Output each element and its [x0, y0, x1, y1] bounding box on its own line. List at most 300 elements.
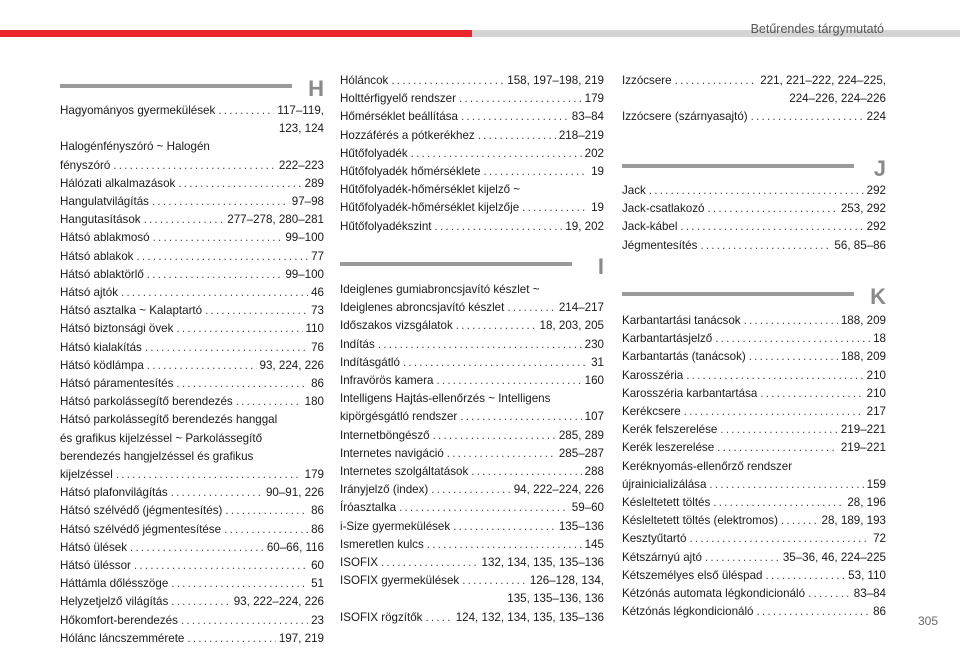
page-reference: 86 — [311, 504, 324, 518]
page-reference: 53, 110 — [848, 568, 886, 582]
index-entry-list — [622, 312, 886, 621]
index-entry[interactable] — [60, 411, 324, 484]
section-letter: I — [597, 254, 604, 279]
index-term: Karbantartásjelző — [622, 332, 713, 346]
dot-leader — [713, 494, 844, 512]
page-reference: 135–136 — [558, 519, 604, 533]
index-term: Indítás — [340, 337, 375, 351]
index-entry[interactable] — [340, 72, 604, 90]
dot-leader — [436, 372, 581, 390]
index-entry[interactable] — [622, 72, 886, 108]
index-entry[interactable] — [60, 193, 324, 211]
page-reference: 285–287 — [558, 446, 604, 460]
index-entry[interactable] — [622, 182, 886, 200]
index-entry[interactable] — [622, 458, 886, 494]
index-entry[interactable] — [340, 445, 604, 463]
page-reference: 107 — [584, 410, 604, 424]
index-entry[interactable] — [60, 521, 324, 539]
index-entry[interactable] — [340, 499, 604, 517]
page-reference: 217 — [866, 405, 886, 419]
page-reference: 93, 222–224, 226 — [233, 595, 324, 609]
index-entry[interactable] — [340, 354, 604, 372]
index-term: Időszakos vizsgálatok — [340, 319, 453, 333]
index-entry[interactable] — [622, 439, 886, 457]
index-term: Karosszéria karbantartása — [622, 386, 758, 400]
page-reference: 60–66, 116 — [266, 540, 324, 554]
dot-leader — [147, 357, 257, 375]
section-rule — [622, 164, 854, 168]
page-reference: 218–219 — [558, 128, 604, 142]
index-entry[interactable] — [622, 530, 886, 548]
dot-leader — [147, 266, 283, 284]
index-term: Hátsó ajtók — [60, 286, 118, 300]
index-term: Karosszéria — [622, 368, 684, 382]
index-entry[interactable] — [340, 127, 604, 145]
index-term: Jack-csatlakozó — [622, 202, 705, 216]
page-reference: 97–98 — [291, 195, 324, 209]
page-reference: 35–36, 46, 224–225 — [782, 550, 886, 564]
page-reference: 72 — [873, 532, 886, 546]
dot-leader — [705, 549, 780, 567]
page-reference: 289 — [304, 176, 324, 190]
index-entry[interactable] — [60, 175, 324, 193]
dot-leader — [433, 427, 556, 445]
page-reference: 221, 221–222, 224–225, — [760, 74, 886, 87]
index-entry[interactable] — [60, 284, 324, 302]
page-reference: 188, 209 — [840, 350, 886, 364]
index-entry[interactable] — [60, 248, 324, 266]
index-entry[interactable] — [60, 539, 324, 557]
index-entry[interactable] — [622, 330, 886, 348]
index-entry[interactable] — [340, 572, 604, 608]
page-reference: 60 — [311, 559, 324, 573]
dot-leader — [144, 211, 225, 229]
section-rule — [622, 292, 854, 296]
dot-leader — [176, 320, 302, 338]
index-term: Hátsó plafonvilágítás — [60, 486, 168, 500]
index-term: Kétszemélyes első üléspad — [622, 568, 763, 582]
page-reference: 179 — [584, 92, 604, 106]
index-entry-prefix: Ideiglenes gumiabroncsjavító készlet ~ — [340, 283, 540, 296]
page-reference: 159 — [866, 477, 886, 491]
page-reference: 77 — [311, 249, 324, 263]
dot-leader — [453, 518, 556, 536]
index-term: ISOFIX — [340, 556, 379, 570]
section-letter: K — [870, 284, 886, 309]
dot-leader — [113, 157, 276, 175]
index-term: Hátsó ülések — [60, 540, 128, 554]
index-term: Irányjelző (index) — [340, 483, 429, 497]
index-term: Izzócsere — [622, 74, 672, 87]
index-entry[interactable] — [340, 536, 604, 554]
index-term: Holttérfigyelő rendszer — [340, 92, 456, 106]
index-term: Hátsó ablakmosó — [60, 231, 150, 245]
index-term: Indításgátló — [340, 355, 400, 369]
index-entry[interactable] — [622, 421, 886, 439]
page-reference: 230 — [584, 337, 604, 351]
dot-leader — [707, 200, 837, 218]
page-reference: 197, 219 — [278, 631, 324, 645]
dot-leader — [403, 354, 588, 372]
index-term: Hátsó biztonsági övek — [60, 322, 174, 336]
dot-leader — [478, 127, 556, 145]
page-reference: 46 — [311, 286, 324, 300]
index-entry[interactable] — [60, 102, 324, 138]
dot-leader — [431, 481, 510, 499]
dot-leader — [781, 512, 819, 530]
dot-leader — [484, 163, 589, 181]
index-term: Kerékcsere — [622, 405, 681, 419]
page-reference: 59–60 — [571, 501, 604, 515]
index-entry[interactable] — [60, 302, 324, 320]
index-entry[interactable] — [60, 484, 324, 502]
dot-leader — [717, 439, 838, 457]
index-entry-list — [340, 281, 604, 627]
dot-leader — [171, 575, 308, 593]
index-entry-list — [340, 72, 604, 236]
page-reference: 86 — [311, 377, 324, 391]
index-term: Kétzónás automata légkondicionáló — [622, 587, 806, 601]
index-entry[interactable] — [622, 108, 886, 126]
index-term: Hűtőfolyadék-hőmérséklet kijelzője — [340, 201, 520, 215]
page-reference: 210 — [866, 386, 886, 400]
dot-leader — [522, 199, 588, 217]
page-reference: 158, 197–198, 219 — [507, 74, 604, 87]
index-term: Jégmentesítés — [622, 238, 698, 252]
page-reference: 19 — [591, 201, 604, 215]
dot-leader — [766, 567, 846, 585]
index-entry[interactable] — [340, 518, 604, 536]
index-entry[interactable] — [340, 463, 604, 481]
index-term: Háttámla dőlésszöge — [60, 577, 169, 591]
index-entry[interactable] — [622, 603, 886, 621]
index-term: Hólánc láncszemmérete — [60, 631, 185, 645]
index-entry[interactable] — [60, 502, 324, 520]
dot-leader — [461, 108, 569, 126]
dot-leader — [460, 408, 581, 426]
dot-leader — [116, 466, 302, 484]
index-entry[interactable] — [622, 312, 886, 330]
page-reference: 86 — [311, 522, 324, 536]
index-term: Hátsó ködlámpa — [60, 358, 144, 372]
page-reference: 93, 224, 226 — [259, 358, 324, 372]
dot-leader — [224, 521, 308, 539]
dot-leader — [399, 499, 569, 517]
index-term: ISOFIX gyermekülések — [340, 574, 460, 588]
index-entry[interactable] — [60, 612, 324, 630]
index-entry-list — [622, 72, 886, 127]
index-term: Kerék felszerelése — [622, 423, 718, 437]
index-term: Hűtőfolyadék — [340, 146, 408, 160]
page-reference: 117–119, — [277, 104, 324, 117]
section-rule — [60, 84, 292, 88]
page-reference: 253, 292 — [840, 202, 886, 216]
page-reference-continued: 123, 124 — [278, 122, 324, 136]
index-entry-prefix: Intelligens Hajtás-ellenőrzés ~ Intelligens — [340, 392, 551, 406]
dot-leader — [757, 603, 871, 621]
index-term: újrainicializálása — [622, 477, 707, 491]
page-reference: 124, 132, 134, 135, 135–136 — [455, 610, 604, 624]
index-entry-prefix: Keréknyomás-ellenőrző rendszer — [622, 459, 793, 473]
page-reference: 145 — [584, 537, 604, 551]
dot-leader — [171, 484, 263, 502]
page-reference: 83–84 — [853, 587, 886, 601]
page-reference: 94, 222–224, 226 — [513, 483, 604, 497]
dot-leader — [720, 421, 837, 439]
index-term: Ismeretlen kulcs — [340, 537, 424, 551]
index-entry[interactable] — [60, 593, 324, 611]
dot-leader — [225, 502, 308, 520]
index-entry[interactable] — [60, 375, 324, 393]
section-letter: H — [308, 76, 324, 101]
dot-leader — [178, 175, 301, 193]
index-term: Hátsó páramentesítés — [60, 377, 174, 391]
index-term: i-Size gyermekülések — [340, 519, 451, 533]
index-term: Hálózati alkalmazások — [60, 176, 176, 190]
page-reference: 219–221 — [840, 441, 886, 455]
index-term: Hátsó ablakok — [60, 249, 134, 263]
index-entry[interactable] — [60, 393, 324, 411]
index-entry[interactable] — [340, 372, 604, 390]
dot-leader — [236, 393, 302, 411]
dot-leader — [427, 536, 582, 554]
index-entry[interactable] — [60, 266, 324, 284]
index-term: Hátsó szélvédő (jégmentesítés) — [60, 504, 223, 518]
index-entry[interactable] — [340, 90, 604, 108]
index-entry-prefix: Hátsó parkolássegítő berendezés hanggal — [60, 413, 278, 427]
index-entry[interactable] — [622, 218, 886, 236]
page-reference: 110 — [305, 322, 324, 336]
index-entry-prefix: Hűtőfolyadék-hőmérséklet kijelző ~ — [340, 183, 521, 197]
page-reference: 86 — [873, 605, 886, 619]
index-term: Internetes szolgáltatások — [340, 465, 469, 479]
index-entry[interactable] — [60, 575, 324, 593]
index-term: kipörgésgátló rendszer — [340, 410, 458, 424]
top-divider-bar — [472, 30, 960, 37]
index-term: ISOFIX rögzítők — [340, 610, 423, 624]
index-entry[interactable] — [340, 108, 604, 126]
page-reference: 19 — [591, 165, 604, 179]
section-rule — [340, 262, 572, 266]
index-term: Karbantartási tanácsok — [622, 314, 741, 327]
page-reference: 179 — [304, 468, 324, 482]
page-reference: 83–84 — [571, 110, 604, 124]
dot-leader — [130, 539, 264, 557]
page-reference: 210 — [866, 368, 886, 382]
page-reference: 292 — [866, 184, 886, 197]
index-term: Hátsó üléssor — [60, 559, 131, 573]
page-reference: 224 — [866, 110, 886, 124]
dot-leader — [152, 193, 289, 211]
index-entry[interactable] — [60, 229, 324, 247]
dot-leader — [378, 336, 582, 354]
index-entry[interactable] — [340, 427, 604, 445]
dot-leader — [686, 367, 863, 385]
page-header-title: Betűrendes tárgymutató — [750, 22, 884, 36]
page-reference: 99–100 — [285, 231, 324, 245]
page-reference: 51 — [311, 577, 324, 591]
index-entry[interactable] — [340, 145, 604, 163]
page-reference: 28, 196 — [847, 496, 886, 510]
page-reference: 292 — [866, 220, 886, 234]
index-term: fényszóró — [60, 158, 111, 172]
dot-leader — [471, 463, 581, 481]
index-term: Hátsó ablaktörlő — [60, 267, 144, 281]
dot-leader — [411, 145, 582, 163]
index-term: Infravörös kamera — [340, 374, 434, 388]
index-term: Hőkomfort-berendezés — [60, 613, 178, 627]
index-term: Helyzetjelző világítás — [60, 595, 169, 609]
index-entry[interactable] — [622, 200, 886, 218]
index-term: Hangutasítások — [60, 213, 141, 227]
index-entry[interactable] — [340, 317, 604, 335]
index-entry[interactable] — [340, 163, 604, 181]
dot-leader — [744, 312, 838, 330]
index-entry[interactable] — [622, 348, 886, 366]
index-term: Hagyományos gyermekülések — [60, 104, 216, 117]
index-entry[interactable] — [60, 211, 324, 229]
dot-leader — [205, 302, 308, 320]
page-reference: 285, 289 — [558, 428, 604, 442]
dot-leader — [425, 609, 452, 627]
page-reference: 73 — [311, 304, 324, 318]
top-accent-bar — [0, 30, 472, 37]
index-entry[interactable] — [60, 138, 324, 174]
dot-leader — [218, 102, 274, 120]
index-entry[interactable] — [340, 181, 604, 217]
dot-leader — [459, 90, 582, 108]
index-term: Hűtőfolyadékszint — [340, 219, 432, 233]
index-term: Kesztyűtartó — [622, 532, 687, 546]
dot-leader — [675, 72, 758, 90]
page-reference: 277–278, 280–281 — [227, 213, 324, 227]
index-term: Hátsó kialakítás — [60, 340, 142, 354]
index-term: Izzócsere (szárnyasajtó) — [622, 110, 748, 124]
index-entry[interactable] — [622, 567, 886, 585]
index-term: Íróasztalka — [340, 501, 397, 515]
page-reference: 219–221 — [840, 423, 886, 437]
index-term: kijelzéssel — [60, 468, 113, 482]
dot-leader — [145, 339, 308, 357]
index-entry[interactable] — [60, 630, 324, 648]
index-entry[interactable] — [60, 357, 324, 375]
index-term: Internetböngésző — [340, 428, 430, 442]
dot-leader — [456, 317, 537, 335]
index-entry[interactable] — [340, 481, 604, 499]
index-term: Kétzónás légkondicionáló — [622, 605, 754, 619]
index-entry[interactable] — [622, 512, 886, 530]
dot-leader — [391, 72, 504, 90]
index-entry[interactable] — [622, 549, 886, 567]
index-term: Hátsó parkolássegítő berendezés — [60, 395, 233, 409]
dot-leader — [507, 299, 556, 317]
dot-leader — [447, 445, 556, 463]
index-entry-prefix: és grafikus kijelzéssel ~ Parkolássegítő — [60, 431, 263, 445]
index-entry[interactable] — [622, 237, 886, 255]
index-entry[interactable] — [340, 609, 604, 627]
page-reference-continued: 224–226, 224–226 — [789, 92, 886, 106]
index-entry[interactable] — [60, 339, 324, 357]
page-reference: 288 — [584, 465, 604, 479]
dot-leader — [684, 403, 864, 421]
page-reference: 76 — [311, 340, 324, 354]
dot-leader — [760, 385, 863, 403]
index-term: Kerék leszerelése — [622, 441, 715, 455]
index-term: Késleltetett töltés — [622, 496, 711, 510]
index-entry[interactable] — [340, 218, 604, 236]
page-reference: 160 — [584, 374, 604, 388]
index-term: Hóláncok — [340, 74, 389, 87]
index-entry[interactable] — [622, 385, 886, 403]
page-reference-continued: 135, 135–136, 136 — [507, 592, 604, 606]
index-entry[interactable] — [622, 585, 886, 603]
index-entry-prefix: Halogénfényszóró ~ Halogén — [60, 140, 210, 154]
section-letter: J — [873, 156, 886, 181]
dot-leader — [462, 572, 527, 590]
page-reference: 18, 203, 205 — [539, 319, 604, 333]
index-entry[interactable] — [340, 390, 604, 426]
dot-leader — [700, 237, 831, 255]
dot-leader — [715, 330, 870, 348]
dot-leader — [181, 612, 308, 630]
page-reference: 23 — [311, 613, 324, 627]
dot-leader — [435, 218, 563, 236]
index-entry[interactable] — [340, 554, 604, 572]
index-entry[interactable] — [622, 403, 886, 421]
index-entry-prefix: berendezés hangjelzéssel és grafikus — [60, 449, 254, 463]
index-entry[interactable] — [622, 367, 886, 385]
index-term: Karbantartás (tanácsok) — [622, 350, 746, 364]
index-term: Késleltetett töltés (elektromos) — [622, 514, 778, 528]
index-entry[interactable] — [340, 336, 604, 354]
index-term: Hozzáférés a pótkerékhez — [340, 128, 475, 142]
index-term: Internetes navigáció — [340, 446, 444, 460]
index-entry[interactable] — [60, 320, 324, 338]
page-reference: 126–128, 134, — [529, 574, 604, 588]
page-number: 305 — [917, 614, 938, 628]
dot-leader — [153, 229, 283, 247]
dot-leader — [381, 554, 478, 572]
index-term: Hangulatvilágítás — [60, 195, 149, 209]
dot-leader — [136, 248, 308, 266]
index-entry[interactable] — [340, 281, 604, 317]
index-term: Hátsó szélvédő jégmentesítése — [60, 522, 222, 536]
page-reference: 90–91, 226 — [265, 486, 324, 500]
dot-leader — [649, 182, 864, 200]
page-reference: 56, 85–86 — [834, 238, 886, 252]
page-reference: 99–100 — [285, 267, 324, 281]
page-reference: 202 — [584, 146, 604, 160]
index-entry-list — [622, 182, 886, 255]
page-reference: 214–217 — [558, 301, 604, 315]
page-reference: 28, 189, 193 — [821, 514, 886, 528]
page-reference: 132, 134, 135, 135–136 — [481, 556, 604, 570]
dot-leader — [134, 557, 308, 575]
index-entry[interactable] — [60, 557, 324, 575]
index-term: Hőmérséklet beállítása — [340, 110, 458, 124]
index-term: Kétszárnyú ajtó — [622, 550, 702, 564]
dot-leader — [808, 585, 851, 603]
dot-leader — [680, 218, 863, 236]
index-term: Jack — [622, 184, 646, 197]
dot-leader — [689, 530, 870, 548]
index-term: Ideiglenes abroncsjavító készlet — [340, 301, 505, 315]
page-reference: 18 — [873, 332, 886, 346]
index-entry[interactable] — [622, 494, 886, 512]
index-term: Hátsó asztalka ~ Kalaptartó — [60, 304, 203, 318]
page-reference: 188, 209 — [840, 314, 886, 327]
dot-leader — [187, 630, 275, 648]
